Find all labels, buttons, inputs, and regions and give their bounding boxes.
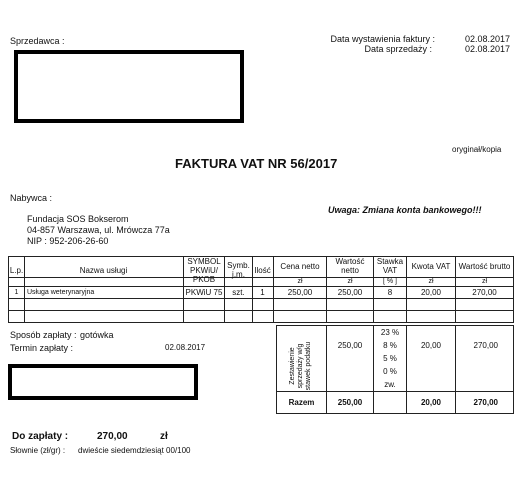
subheader-price: zł [297,278,303,285]
table-line [8,298,513,299]
table-line [513,256,514,323]
subheader-net: zł [347,278,353,285]
to-pay-amount: 270,00 [97,431,128,442]
issue-date: 02.08.2017 [465,34,511,44]
header-symbol: SYMBOL PKWiU/ PKOB [187,257,221,284]
subheader-gross: zł [481,278,488,285]
rate-0: 0 % [383,367,397,376]
header-qty: Ilość [254,266,271,275]
summary-vertical-label: Zestawienie sprzedaży w/g stawek podatku [289,341,312,391]
in-words-label: Słownie (zł/gr) : [10,446,66,455]
summary-line [276,325,513,326]
cell-gross: 270,00 [472,288,497,297]
total-label: Razem [288,398,315,407]
seller-label: Sprzedawca : [10,36,65,46]
issue-date-label: Data wystawienia faktury : [330,34,435,44]
cell-vat-amount: 20,00 [420,288,442,297]
payment-method: gotówka [80,330,114,340]
header-service: Nazwa usługi [79,266,128,275]
header-lp: L.p. [9,266,24,275]
cell-symbol: PKWiU 75 [185,288,223,297]
sale-date: 02.08.2017 [465,44,511,54]
rate-23: 23 % [380,328,400,337]
cell-vat-rate: 8 [387,288,393,297]
buyer-name: Fundacja SOS Bokserom [27,214,129,224]
to-pay-label: Do zapłaty : [12,431,69,442]
in-words: dwieście siedemdziesiąt 00/100 [78,446,191,455]
payment-redaction [8,364,198,400]
header-vat-rate: Stawka VAT [376,257,404,275]
header-vat-amount: Kwota VAT [411,262,451,271]
sale-date-label: Data sprzedaży : [364,44,432,54]
cell-unit: szt. [232,288,245,297]
bank-notice: Uwaga: Zmiana konta bankowego!!! [328,205,482,215]
buyer-nip: NIP : 952-206-26-60 [27,236,109,246]
cell-net-value: 250,00 [337,288,363,297]
rate-zw: zw. [384,380,396,389]
payment-method-label: Sposób zapłaty : [10,330,77,340]
cell-price: 250,00 [287,288,313,297]
payment-deadline: 02.08.2017 [165,343,206,352]
rate-8: 8 % [383,341,397,350]
cell-qty: 1 [260,288,265,297]
summary-gross-8: 270,00 [473,341,498,350]
buyer-label: Nabywca : [10,193,53,203]
subheader-rate: [ % ] [382,278,397,285]
invoice-title: FAKTURA VAT NR 56/2017 [175,156,338,171]
header-price: Cena netto [280,262,320,271]
table-line [8,286,513,287]
total-net: 250,00 [337,398,363,407]
table-line [8,310,513,311]
summary-line [276,413,513,414]
payment-deadline-label: Termin zapłaty : [10,343,74,353]
header-net-value: Wartość netto [335,257,365,275]
original-copy: oryginał/kopia [452,145,502,154]
header-gross: Wartość brutto [458,262,511,271]
subheader-vat: zł [428,278,434,285]
summary-net-8: 250,00 [337,341,363,350]
summary-vat-8: 20,00 [420,341,442,350]
buyer-address: 04-857 Warszawa, ul. Mrówcza 77a [27,225,170,235]
summary-line [513,325,514,414]
cell-service: Usługa weterynaryjna [27,289,95,296]
table-line [8,256,513,257]
seller-redaction [14,50,244,123]
header-unit: Symb. j.m. [227,261,250,279]
to-pay-currency: zł [160,431,168,442]
rate-5: 5 % [383,354,397,363]
table-line [8,322,513,323]
total-vat: 20,00 [420,398,442,407]
cell-lp: 1 [14,289,19,296]
total-gross: 270,00 [473,398,498,407]
